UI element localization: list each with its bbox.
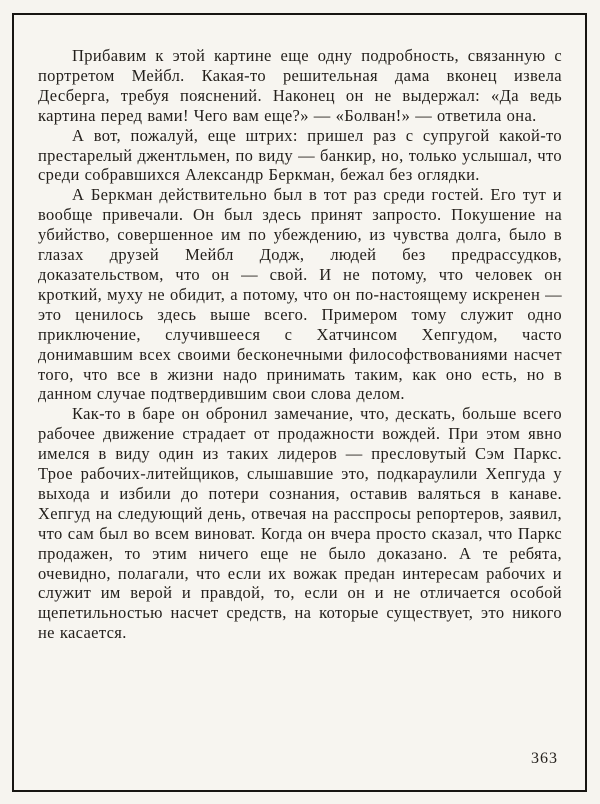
paragraph-2: А вот, пожалуй, еще штрих: пришел раз с супругой какой-то престарелый джентльмен, по виду — банкир, но, только услышал, что среди собравшихся Александр Беркман, бежал без оглядки. <box>38 125 562 185</box>
paragraph-3: А Беркман действительно был в тот раз среди гостей. Его тут и вообще привечали. Он был здесь принят запросто. Покушение на убийство, совершенное им по убеждению, из чувства долга, было в глазах друзей Мейбл Додж, людей без предрассудков, доказательством, что он — свой. И не потому, что человек он кроткий, муху не обидит, а потому, что он по-настоящему искренен — это ценилось здесь выше всего. Примером тому служит одно приключение, случившееся с Хатчинсом Хепгудом, часто донимавшим всех своими бесконечными философствованиями насчет того, что все в жизни надо принимать таким, как оно есть, но в данном случае подтвердившим свои слова делом. <box>38 185 562 404</box>
paragraph-1: Прибавим к этой картине еще одну подробность, связанную с портретом Мейбл. Какая-то решительная дама вконец извела Десберга, требуя пояснений. Наконец он не выдержал: «Да ведь картина перед вами! Чего вам еще?» — «Болван!» — ответила она. <box>38 46 562 125</box>
text-block <box>38 46 562 643</box>
paragraph-4: Как-то в баре он обронил замечание, что, дескать, больше всего рабочее движение страдает от продажности вождей. При этом явно имелся в виду один из таких лидеров — пресловутый Сэм Паркс. Трое рабочих-литейщиков, слышавшие это, подкараулили Хепгуда у выхода и избили до потери сознания, оставив валяться в канаве. Хепгуд на следующий день, отвечая на расспросы репортеров, заявил, что сам был во всем виноват. Когда он вчера просто сказал, что Паркс продажен, то этим ничего еще не было доказано. А те ребята, очевидно, полагали, что если их вожак предан интересам рабочих и служит им верой и правдой, то, если он и не отличается особой щепетильностью насчет средств, на которые существует, это никого не касается. <box>38 404 562 643</box>
page-number: 363 <box>531 750 558 767</box>
